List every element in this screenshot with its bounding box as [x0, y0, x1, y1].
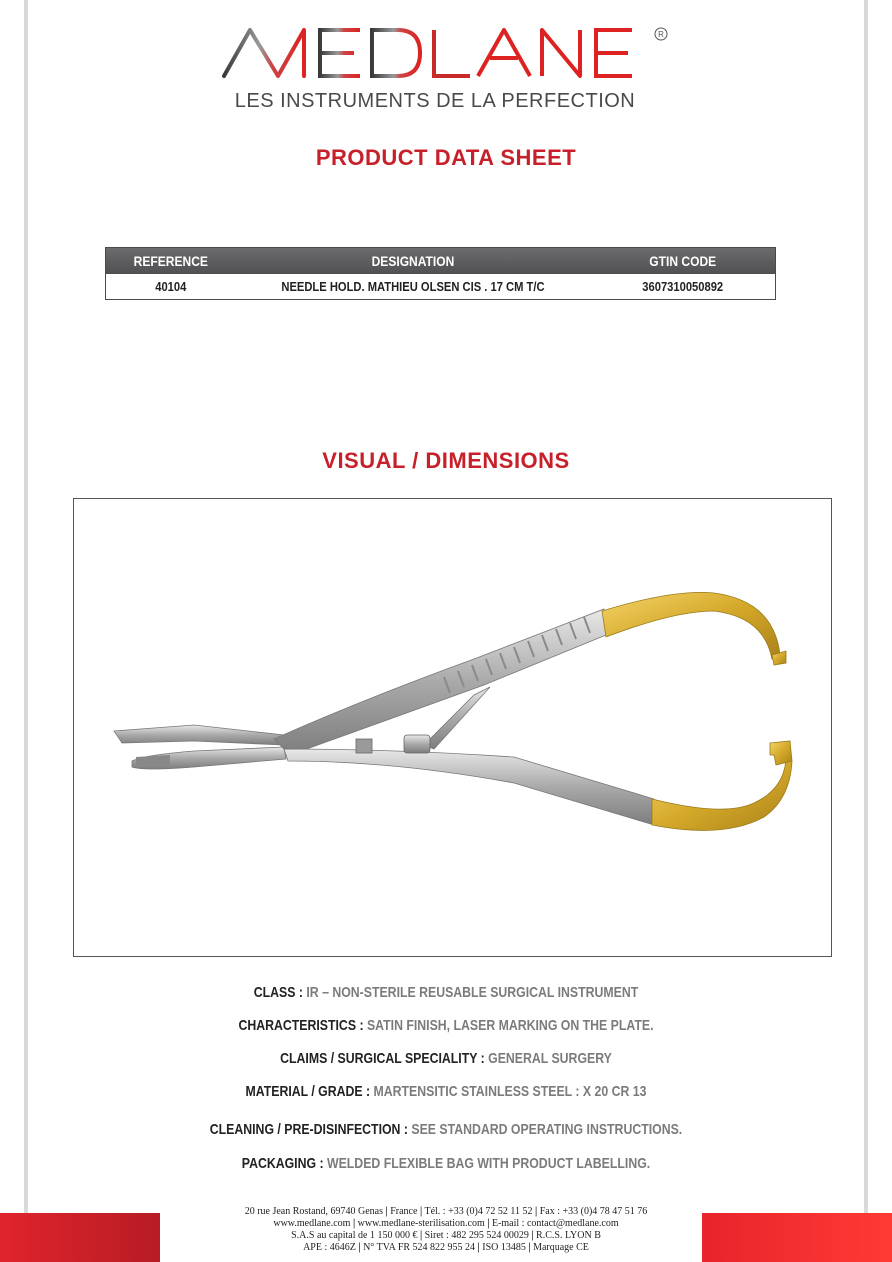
footer-vat: N° TVA FR 524 822 955 24: [363, 1242, 476, 1253]
footer-red-bar-right: [702, 1213, 892, 1262]
spec-material-value: MARTENSITIC STAINLESS STEEL : X 20 CR 13: [373, 1083, 647, 1100]
spec-claims-label: CLAIMS / SURGICAL SPECIALITY :: [280, 1050, 489, 1067]
cell-reference: 40104: [155, 279, 187, 294]
spec-class-label: CLASS :: [253, 984, 307, 1001]
footer-address-line: 20 rue Jean Rostand, 69740 Genas | France | Tél. : +33 (0)4 72 52 11 52 | Fax : +33 (0)4 78 47 51 76: [244, 1206, 648, 1217]
spec-characteristics-value: SATIN FINISH, LASER MARKING ON THE PLATE.: [366, 1017, 654, 1034]
spec-packaging-label: PACKAGING :: [241, 1155, 327, 1172]
footer-capital: S.A.S au capital de 1 150 000 €: [291, 1230, 418, 1241]
brand-tagline: LES INSTRUMENTS DE LA PERFECTION: [234, 90, 636, 112]
footer-phone: Tél. : +33 (0)4 72 52 11 52: [424, 1206, 533, 1217]
spec-cleaning-label: CLEANING / PRE-DISINFECTION :: [209, 1121, 412, 1138]
reference-table: [105, 247, 776, 300]
footer-email[interactable]: E-mail : contact@medlane.com: [491, 1218, 619, 1229]
company-footer: [200, 1206, 692, 1254]
footer-country: France: [390, 1206, 418, 1217]
footer-iso: ISO 13485: [482, 1242, 526, 1253]
product-visual-frame: [73, 498, 832, 957]
right-border-line: [864, 0, 868, 1215]
spec-packaging-value: WELDED FLEXIBLE BAG WITH PRODUCT LABELLING.: [326, 1155, 651, 1172]
table-header: [106, 248, 775, 274]
left-border-line: [24, 0, 28, 1215]
footer-siret: Siret : 482 295 524 00029: [424, 1230, 529, 1241]
spec-class-value: IR – NON-STERILE REUSABLE SURGICAL INSTRUMENT: [306, 984, 639, 1001]
medlane-logo: [220, 24, 672, 84]
spec-cleaning-value: SEE STANDARD OPERATING INSTRUCTIONS.: [411, 1121, 683, 1138]
footer-web-line: www.medlane.com | www.medlane-sterilisation.com | E-mail : contact@medlane.com: [273, 1218, 619, 1229]
footer-legal-line: S.A.S au capital de 1 150 000 € | Siret : 482 295 524 00029 | R.C.S. LYON B: [291, 1230, 601, 1241]
spec-characteristics: [80, 1017, 811, 1034]
footer-ce-marking: Marquage CE: [533, 1242, 589, 1253]
cell-gtin-code: 3607310050892: [641, 279, 723, 294]
visual-dimensions-title: VISUAL / DIMENSIONS: [322, 448, 570, 473]
spec-cleaning: [80, 1121, 811, 1138]
table-row: [106, 274, 775, 299]
footer-ape: APE : 4646Z: [303, 1242, 356, 1253]
spec-characteristics-label: CHARACTERISTICS :: [238, 1017, 367, 1034]
footer-address: 20 rue Jean Rostand, 69740 Genas: [244, 1206, 384, 1217]
spec-material: [80, 1083, 811, 1100]
needle-holder-image: [74, 499, 831, 956]
spec-claims: [80, 1050, 811, 1067]
footer-website[interactable]: www.medlane.com: [273, 1218, 351, 1229]
footer-registration-line: APE : 4646Z | N° TVA FR 524 822 955 24 | ISO 13485 | Marquage CE: [303, 1242, 589, 1253]
header-reference: REFERENCE: [133, 253, 208, 269]
footer-rcs: R.C.S. LYON B: [536, 1230, 601, 1241]
product-data-sheet-title: PRODUCT DATA SHEET: [315, 145, 577, 170]
spec-material-label: MATERIAL / GRADE :: [245, 1083, 374, 1100]
footer-website-sterilisation[interactable]: www.medlane-sterilisation.com: [357, 1218, 485, 1229]
header-gtin-code: GTIN CODE: [648, 253, 716, 269]
footer-fax: Fax : +33 (0)4 78 47 51 76: [539, 1206, 648, 1217]
cell-designation: NEEDLE HOLD. MATHIEU OLSEN CIS . 17 CM T/C: [280, 279, 545, 294]
spec-packaging: [80, 1155, 811, 1172]
registered-mark: R: [658, 30, 664, 39]
spec-claims-value: GENERAL SURGERY: [488, 1050, 612, 1067]
footer-red-bar-left: [0, 1213, 160, 1262]
header-designation: DESIGNATION: [371, 253, 454, 269]
spec-class: [80, 984, 811, 1001]
